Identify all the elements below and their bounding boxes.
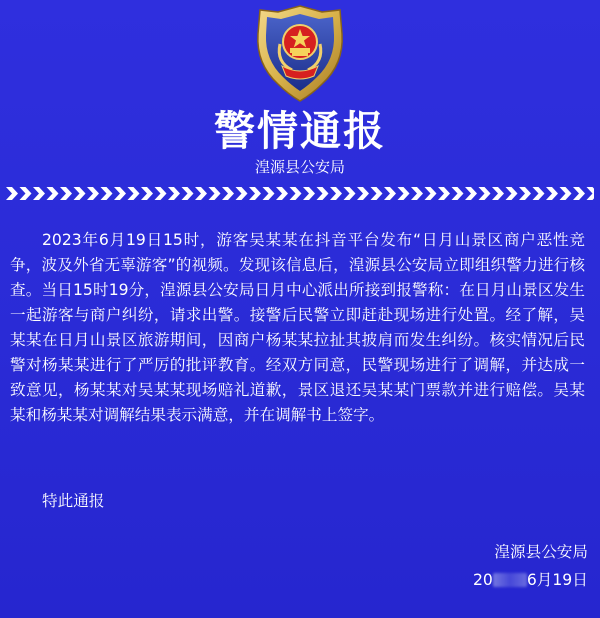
chevron-mark [587,187,595,200]
chevron-mark [114,187,126,200]
chevron-mark [425,187,437,200]
chevron-mark [573,187,585,200]
notice-title: 警情通报 [214,107,386,155]
chevron-mark [465,187,477,200]
chevron-mark [263,187,275,200]
chevron-mark [317,187,329,200]
chevron-mark [87,187,99,200]
chevron-mark [384,187,396,200]
chevron-mark [398,187,410,200]
date-prefix: 20 [473,571,493,589]
chevron-mark [560,187,572,200]
chevron-mark [168,187,180,200]
chevron-mark [141,187,153,200]
chevron-mark [506,187,518,200]
chevron-mark [438,187,450,200]
chevron-mark [222,187,234,200]
chevron-mark [371,187,383,200]
chevron-mark [155,187,167,200]
chevron-mark [249,187,261,200]
chevron-mark [452,187,464,200]
chevron-mark [6,187,18,200]
closing-text: 特此通报 [42,492,105,510]
chevron-mark [33,187,45,200]
chevron-mark [290,187,302,200]
date-suffix: 6月19日 [526,571,588,589]
notice-body: 2023年6月19日15时，游客吴某某在抖音平台发布“日月山景区商户恶性竞争，波及外省无辜游客”的视频。发现该信息后，湟源县公安局立即组织警力进行核查。当日15时19分，湟源县公安局日月中心派出所接到报警称：在日月山景区发生一起游客与商户纠纷，请求出警。接警后民警立即赶赴现场进行处置。经了解，吴某某在日月山景区旅游期间，因商户杨某某拉扯其披肩而发生纠纷。核实情况后民警对杨某某进行了严厉的批评教育。经双方同意，民警现场进行了调解，并达成一致意见，杨某某对吴某某现场赔礼道歉，景区退还吴某某门票款并进行赔偿。吴某某和杨某某对调解结果表示满意，并在调解书上签字。 [10,231,585,424]
police-emblem-icon [252,4,348,104]
chevron-mark [195,187,207,200]
chevron-mark [519,187,531,200]
chevron-mark [411,187,423,200]
chevron-mark [182,187,194,200]
chevron-mark [479,187,491,200]
chevron-mark [236,187,248,200]
chevron-mark [492,187,504,200]
chevron-mark [209,187,221,200]
chevron-mark [357,187,369,200]
date-redaction [493,573,527,587]
chevron-mark [303,187,315,200]
chevron-mark [546,187,558,200]
issuer-name: 湟源县公安局 [254,158,345,176]
chevron-mark [128,187,140,200]
notice-date [473,569,588,591]
signature: 湟源县公安局 [494,543,588,561]
chevron-mark [74,187,86,200]
chevron-mark [344,187,356,200]
chevron-mark [101,187,113,200]
chevron-mark [276,187,288,200]
chevron-mark [533,187,545,200]
chevron-mark [20,187,32,200]
chevron-mark [330,187,342,200]
chevron-mark [47,187,59,200]
chevron-divider [6,187,594,200]
chevron-mark [60,187,72,200]
